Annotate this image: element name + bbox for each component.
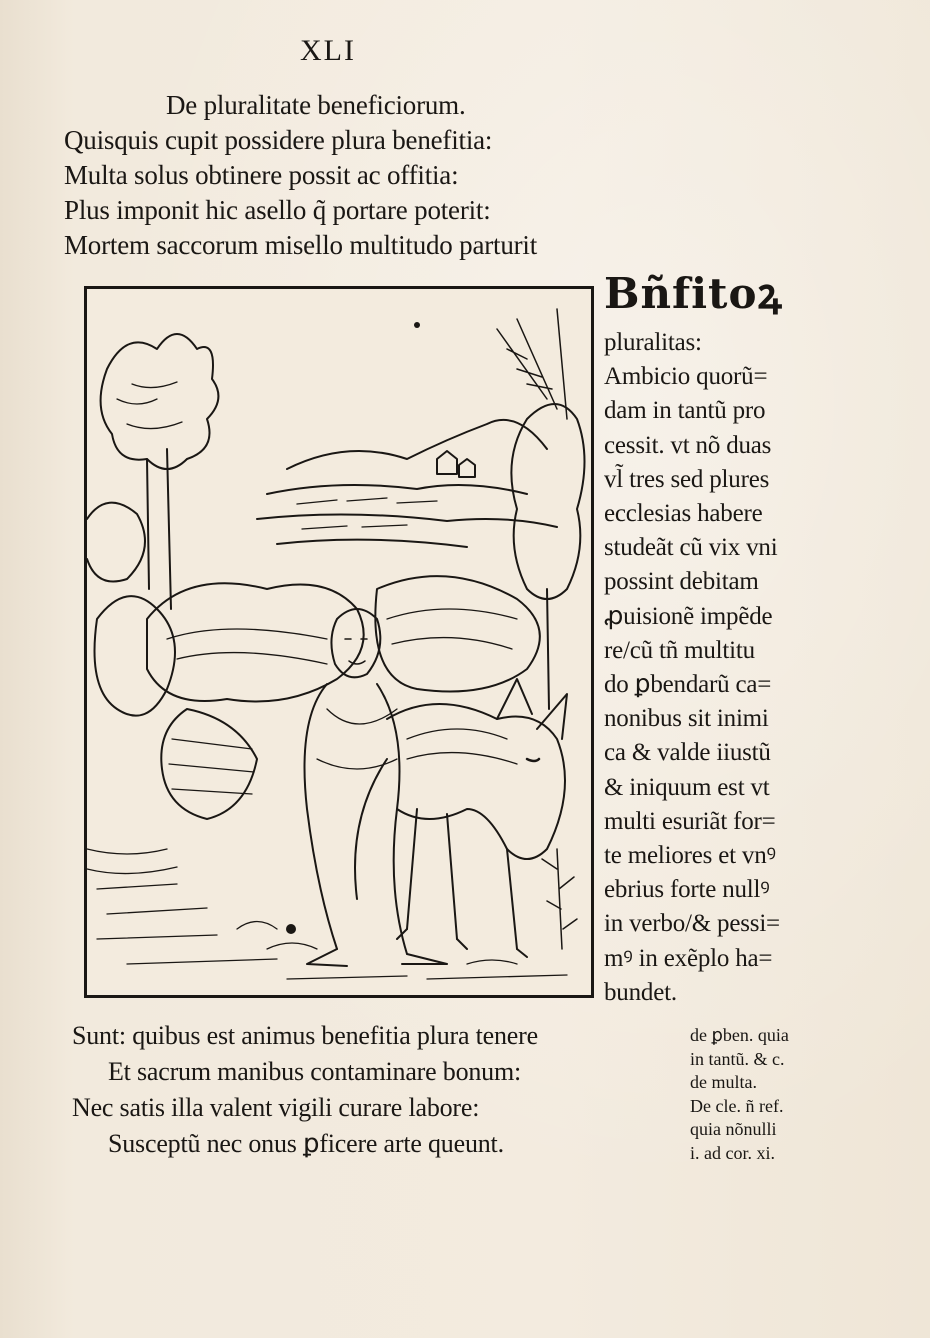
verse-line: Sunt: quibus est animus benefitia plura tenere — [72, 1021, 538, 1050]
commentary-line: vl̃ tres sed plures — [604, 465, 770, 493]
heading-verse — [64, 88, 664, 263]
heading-line: Quisquis cupit possidere plura benefitia: — [64, 125, 493, 155]
commentary-line: dam in tantũ pro — [604, 397, 766, 425]
commentary-line: ca & valde iiustũ — [604, 739, 771, 767]
closing-verse — [72, 1018, 662, 1162]
chapter-title: De pluralitate beneficiorum. — [166, 90, 466, 120]
heading-line: Mortem saccorum misello multitudo parturit — [64, 230, 538, 260]
commentary-line: re/cũ tñ multitu — [604, 636, 755, 664]
commentary-line: & iniquum est vt — [604, 773, 770, 801]
commentary-line: possint debitam — [604, 568, 759, 596]
commentary-line: mꝰ in exẽplo ha= — [604, 944, 773, 972]
note-line: de multa. — [690, 1072, 757, 1092]
note-line: de ꝑben. quia — [690, 1025, 789, 1045]
commentary-line: studeãt cũ vix vni — [604, 534, 778, 562]
margin-note — [690, 1024, 870, 1165]
commentary-line: cessit. vt nõ duas — [604, 431, 772, 459]
commentary-line: nonibus sit inimi — [604, 705, 769, 733]
commentary-line: pluralitas: — [604, 329, 702, 356]
heading-line: Multa solus obtinere possit ac offitia: — [64, 160, 459, 190]
commentary-line: do ꝑbendarũ ca= — [604, 671, 772, 699]
verse-line: Nec satis illa valent vigili curare labore: — [72, 1093, 480, 1122]
note-line: i. ad cor. xi. — [690, 1142, 775, 1163]
note-line: quia nõnulli — [690, 1119, 777, 1139]
bird-mark — [414, 322, 420, 328]
commentary-line: ecclesias habere — [604, 500, 763, 528]
note-line: De cle. ñ ref. — [690, 1095, 784, 1116]
commentary-title: Bñfitoꝝ — [604, 269, 783, 318]
ink-dot — [286, 924, 296, 934]
commentary-line: multi esuriãt for= — [604, 807, 776, 835]
commentary-line: ꝓuisionẽ impẽde — [604, 602, 773, 630]
commentary-line: in verbo/& pessi= — [604, 910, 780, 938]
side-commentary — [604, 262, 834, 1010]
heading-line: Plus imponit hic asello q̃ portare poterit: — [64, 195, 491, 225]
commentary-line: te meliores et vnꝰ — [604, 842, 776, 870]
folio-number: XLI — [300, 34, 356, 67]
woodcut-illustration — [84, 286, 594, 998]
commentary-line: bundet. — [604, 978, 677, 1006]
woodcut-drawing — [87, 289, 591, 995]
commentary-line: ebrius forte nullꝰ — [604, 876, 770, 904]
verse-line: Susceptũ nec onus ꝑficere arte queunt. — [108, 1129, 504, 1158]
verse-line: Et sacrum manibus contaminare bonum: — [108, 1057, 522, 1086]
commentary-line: Ambicio quorũ= — [604, 363, 768, 391]
note-line: in tantũ. & c. — [690, 1048, 785, 1069]
